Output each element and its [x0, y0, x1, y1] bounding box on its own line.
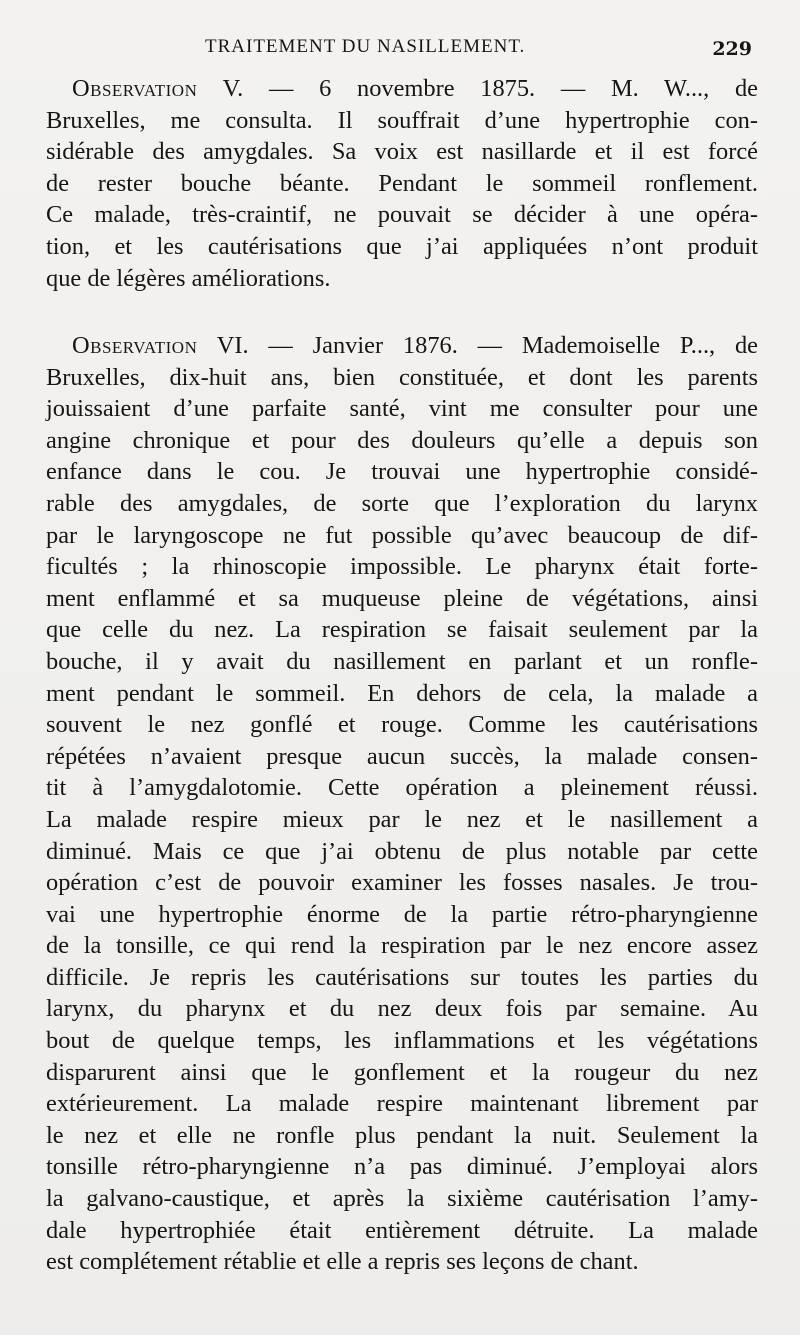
text-line: La malade respire mieux par le nez et le nasillement a — [46, 805, 758, 833]
observation-v — [46, 73, 758, 294]
text-line: la galvano-caustique, et après la sixième cautérisation l’amy- — [46, 1185, 758, 1213]
text-line: larynx, du pharynx et du nez deux fois par semaine. Au — [46, 995, 758, 1023]
page-number: 229 — [712, 38, 752, 60]
observation-label: Observation — [72, 332, 198, 359]
text-line: par le laryngoscope ne fut possible qu’avec beaucoup de dif- — [46, 521, 758, 549]
text-line: de la tonsille, ce qui rend la respiration par le nez encore assez — [46, 932, 758, 960]
text-line: jouissaient d’une parfaite santé, vint me consulter pour une — [46, 395, 758, 423]
text-line: ment enflammé et sa muqueuse pleine de végétations, ainsi — [46, 584, 758, 612]
observation-label: Observation — [72, 75, 198, 102]
text-line: rable des amygdales, de sorte que l’exploration du larynx — [46, 489, 758, 517]
observation-vi — [46, 330, 758, 1278]
text-line: diminué. Mais ce que j’ai obtenu de plus notable par cette — [46, 837, 758, 865]
text-line: vai une hypertrophie énorme de la partie rétro-pharyngienne — [46, 900, 758, 928]
text-line: sidérable des amygdales. Sa voix est nasillarde et il est forcé — [46, 138, 758, 166]
text-line: bout de quelque temps, les inflammations et les végétations — [46, 1027, 758, 1055]
observation-heading-text: VI. — Janvier 1876. — Mademoiselle P..., de — [197, 332, 758, 359]
text-line: tion, et les cautérisations que j’ai appliquées n’ont produit — [46, 232, 758, 260]
text-line: répétées n’avaient presque aucun succès, la malade consen- — [46, 742, 758, 770]
text-line: opération c’est de pouvoir examiner les fosses nasales. Je trou- — [46, 869, 758, 897]
text-line: ment pendant le sommeil. En dehors de cela, la malade a — [46, 679, 758, 707]
observation-heading-text: V. — 6 novembre 1875. — M. W..., de — [197, 75, 758, 102]
text-line: angine chronique et pour des douleurs qu’elle a depuis son — [46, 426, 758, 454]
text-line: tonsille rétro-pharyngienne n’a pas diminué. J’employai alors — [46, 1153, 758, 1181]
text-line: ficultés ; la rhinoscopie impossible. Le pharynx était forte- — [46, 553, 758, 581]
text-line: enfance dans le cou. Je trouvai une hypertrophie considé- — [46, 458, 758, 486]
running-title: TRAITEMENT DU NASILLEMENT. — [205, 36, 526, 57]
text-line: Bruxelles, me consulta. Il souffrait d’une hypertrophie con- — [46, 106, 758, 134]
text-line: difficile. Je repris les cautérisations sur toutes les parties du — [46, 963, 758, 991]
text-line: que de légères améliorations. — [46, 264, 331, 292]
text-line: Bruxelles, dix-huit ans, bien constituée, et dont les parents — [46, 363, 758, 391]
text-line — [46, 330, 758, 362]
text-line: le nez et elle ne ronfle plus pendant la nuit. Seulement la — [46, 1121, 758, 1149]
text-line: Ce malade, très-craintif, ne pouvait se décider à une opéra- — [46, 201, 758, 229]
text-line: de rester bouche béante. Pendant le sommeil ronflement. — [46, 169, 758, 197]
text-line: dale hypertrophiée était entièrement détruite. La malade — [46, 1216, 758, 1244]
text-line: bouche, il y avait du nasillement en parlant et un ronfle- — [46, 647, 758, 675]
text-line: tit à l’amygdalotomie. Cette opération a pleinement réussi. — [46, 774, 758, 802]
text-line: extérieurement. La malade respire maintenant librement par — [46, 1090, 758, 1118]
text-line: disparurent ainsi que le gonflement et la rougeur du nez — [46, 1058, 758, 1086]
running-head — [0, 36, 800, 60]
text-line — [46, 73, 758, 105]
text-line: que celle du nez. La respiration se faisait seulement par la — [46, 616, 758, 644]
text-line: est complétement rétablie et elle a repris ses leçons de chant. — [46, 1248, 639, 1276]
text-line: souvent le nez gonflé et rouge. Comme les cautérisations — [46, 711, 758, 739]
